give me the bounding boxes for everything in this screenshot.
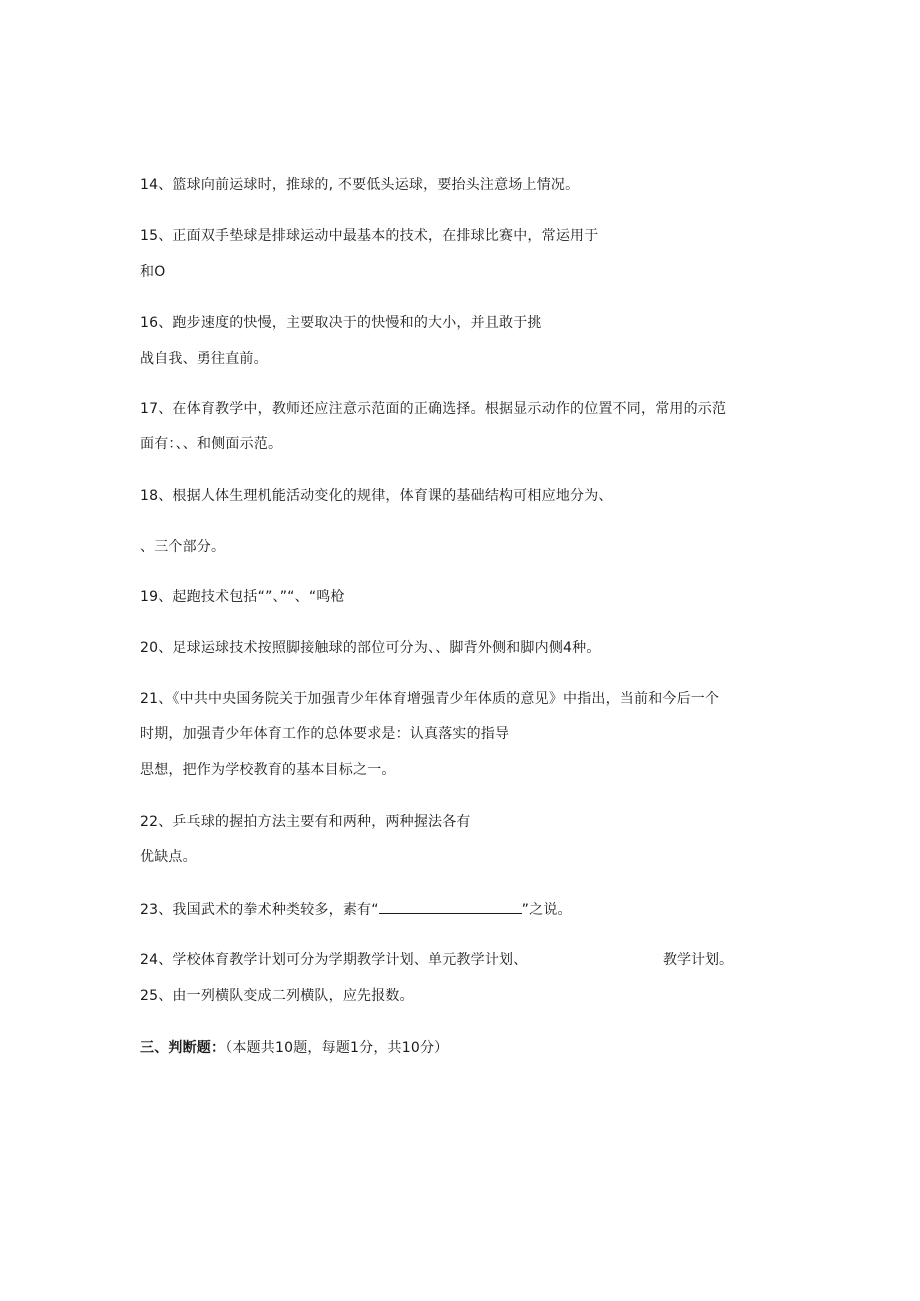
question-21-line-2: 时期，加强青少年体育工作的总体要求是：认真落实的指导 bbox=[140, 726, 510, 742]
question-23-prefix: 23、我国武术的拳术种类较多，素有“ bbox=[140, 902, 379, 918]
question-18-line-2: 、三个部分。 bbox=[140, 539, 226, 555]
question-14: 14、篮球向前运球时，推球的, 不要低头运球，要抬头注意场上情况。 bbox=[140, 177, 580, 193]
question-21-line-3: 思想，把作为学校教育的基本目标之一。 bbox=[140, 762, 396, 778]
question-18-line-1: 18、根据人体生理机能活动变化的规律，体育课的基础结构可相应地分为、 bbox=[140, 488, 613, 504]
question-15-line-1: 15、正面双手垫球是排球运动中最基本的技术，在排球比赛中，常运用于 bbox=[140, 228, 599, 244]
question-16-line-1: 16、跑步速度的快慢，主要取决于的快慢和的大小，并且敢于挑 bbox=[140, 315, 542, 331]
question-22-line-1: 22、乒乓球的握拍方法主要有和两种，两种握法各有 bbox=[140, 814, 471, 830]
question-15-line-2: 和O bbox=[140, 264, 166, 280]
question-23-suffix: ”之说。 bbox=[521, 902, 572, 918]
question-22-line-2: 优缺点。 bbox=[140, 849, 197, 865]
question-21-line-1: 21、《中共中央国务院关于加强青少年体育增强青少年体质的意见》中指出，当前和今后一个 bbox=[140, 691, 720, 707]
question-24-suffix: 教学计划。 bbox=[663, 952, 733, 968]
question-19: 19、起跑技术包括“”、”“、“鸣枪 bbox=[140, 589, 345, 605]
section-note: （本题共10题，每题1分，共10分） bbox=[225, 1040, 449, 1056]
question-20: 20、足球运球技术按照脚接触球的部位可分为、、脚背外侧和脚内侧4种。 bbox=[140, 640, 601, 656]
question-16-line-2: 战自我、勇往直前。 bbox=[140, 351, 268, 367]
answer-blank bbox=[379, 899, 522, 914]
section-title: 三、判断题： bbox=[140, 1040, 226, 1056]
question-17-line-1: 17、在体育教学中，教师还应注意示范面的正确选择。根据显示动作的位置不同，常用的示范 bbox=[140, 401, 727, 417]
question-25: 25、由一列横队变成二列横队，应先报数。 bbox=[140, 988, 414, 1004]
question-17-line-2: 面有：、、和侧面示范。 bbox=[140, 436, 283, 452]
question-24-prefix: 24、学校体育教学计划可分为学期教学计划、单元教学计划、 bbox=[140, 952, 528, 968]
question-23 bbox=[140, 899, 572, 920]
section-heading bbox=[140, 1038, 448, 1058]
